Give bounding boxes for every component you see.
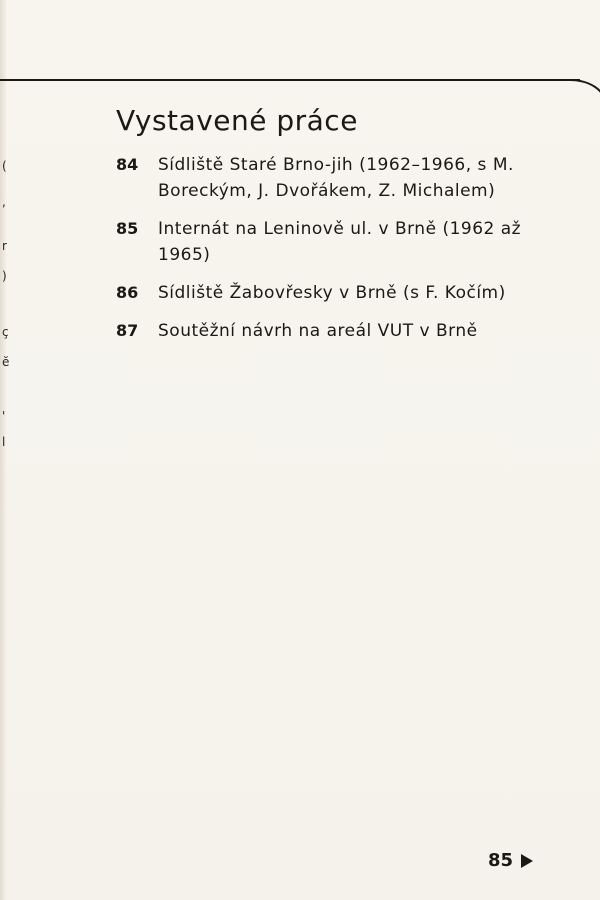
work-title: Soutěžní návrh na areál VUT v Brně xyxy=(158,321,478,341)
work-title: Sídliště Staré Brno-jih (1962–1966, s M. Boreckým, J. Dvořákem, Z. Michalem) xyxy=(158,155,514,201)
bleed-through-mark: r xyxy=(2,239,7,253)
work-number: 86 xyxy=(116,283,139,302)
bleed-through-mark: ) xyxy=(2,269,7,283)
work-item xyxy=(116,318,556,344)
work-item xyxy=(116,280,556,306)
page-number: 85 xyxy=(488,850,514,871)
work-number: 85 xyxy=(116,219,139,238)
work-title: Sídliště Žabovřesky v Brně (s F. Kočím) xyxy=(158,283,506,303)
page-spine-shadow xyxy=(0,0,6,900)
work-item xyxy=(116,216,556,268)
arrow-right-icon xyxy=(521,854,533,868)
section-heading: Vystavené práce xyxy=(116,104,358,137)
work-title: Internát na Leninově ul. v Brně (1962 až 1965) xyxy=(158,219,522,265)
works-list xyxy=(116,152,556,356)
page-folio xyxy=(488,850,533,871)
header-rule-curve xyxy=(566,79,600,103)
bleed-through-mark: ç xyxy=(2,325,9,339)
bleed-through-mark: l xyxy=(2,435,6,449)
bleed-through-mark: , xyxy=(2,195,6,209)
header-rule xyxy=(0,79,580,81)
bleed-through-mark: ( xyxy=(2,159,7,173)
work-number: 87 xyxy=(116,321,139,340)
work-number: 84 xyxy=(116,155,139,174)
work-item xyxy=(116,152,556,204)
bleed-through-mark: ĕ xyxy=(2,355,10,369)
bleed-through-mark: ' xyxy=(2,409,6,423)
